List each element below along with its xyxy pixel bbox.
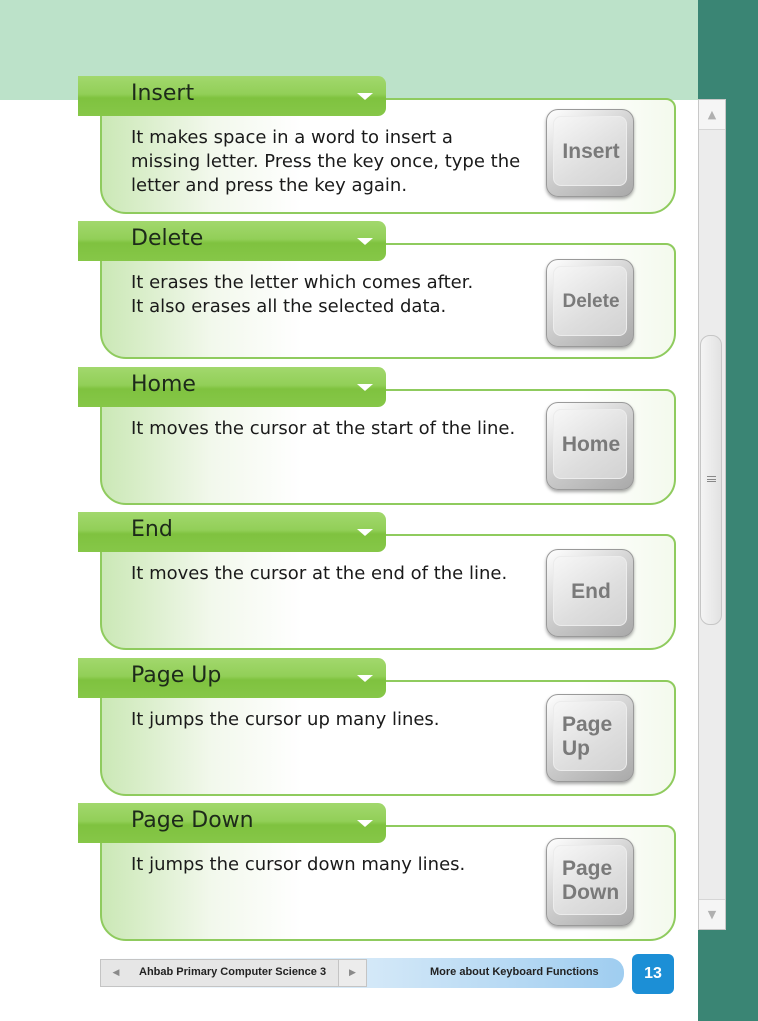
section-title: Page Down <box>131 808 254 833</box>
chevron-down-icon[interactable] <box>357 93 373 100</box>
section-header[interactable] <box>78 221 386 261</box>
keycap-face <box>553 556 627 626</box>
keycap-label: Delete <box>562 291 620 312</box>
chevron-down-icon[interactable] <box>357 384 373 391</box>
scroll-thumb[interactable] <box>700 335 722 625</box>
keycap-label: Page Up <box>562 713 613 760</box>
scroll-down-button[interactable] <box>699 899 725 929</box>
vertical-scrollbar[interactable] <box>698 99 726 930</box>
page-footer <box>100 954 674 994</box>
section-title: Page Up <box>131 663 222 688</box>
chevron-down-icon[interactable] <box>357 238 373 245</box>
keycap-label: Insert <box>562 140 620 163</box>
delete-key-image <box>546 259 634 347</box>
section-home <box>78 367 678 507</box>
section-title: End <box>131 517 173 542</box>
keycap-face <box>553 116 627 186</box>
section-description: It jumps the cursor up many lines. <box>131 709 440 730</box>
chapter-title: More about Keyboard Functions <box>430 966 599 978</box>
keycap-face <box>553 845 627 915</box>
section-description: It jumps the cursor down many lines. <box>131 854 466 875</box>
keycap-label: End <box>571 580 611 603</box>
section-delete <box>78 221 678 361</box>
section-header[interactable] <box>78 658 386 698</box>
page-number: 13 <box>632 954 674 994</box>
previous-page-button[interactable] <box>101 960 131 986</box>
triangle-left-icon: ◀ <box>112 968 120 978</box>
keycap-face <box>553 266 627 336</box>
page-down-key-image <box>546 838 634 926</box>
section-title: Delete <box>131 226 204 251</box>
section-page-down <box>78 803 678 943</box>
section-header[interactable] <box>78 76 386 116</box>
section-description: It makes space in a word to insert a missing letter. Press the key once, type the letter and press the key again. <box>131 127 521 196</box>
book-title: Ahbab Primary Computer Science 3 <box>139 966 327 978</box>
section-insert <box>78 76 678 216</box>
chevron-down-icon[interactable] <box>357 820 373 827</box>
section-description: It moves the cursor at the start of the line. <box>131 418 516 439</box>
keycap-label: Page Down <box>562 857 620 904</box>
keycap-label: Home <box>561 433 621 456</box>
insert-key-image <box>546 109 634 197</box>
section-description: It erases the letter which comes after. It also erases all the selected data. <box>131 272 474 317</box>
home-key-image <box>546 402 634 490</box>
section-end <box>78 512 678 652</box>
triangle-up-icon: ▲ <box>707 108 717 121</box>
chevron-down-icon[interactable] <box>357 675 373 682</box>
chevron-down-icon[interactable] <box>357 529 373 536</box>
section-header[interactable] <box>78 803 386 843</box>
triangle-right-icon: ▶ <box>349 968 356 978</box>
section-header[interactable] <box>78 512 386 552</box>
keycap-face <box>553 409 627 479</box>
footer-book-box <box>100 959 366 987</box>
end-key-image <box>546 549 634 637</box>
triangle-down-icon: ▼ <box>707 908 717 921</box>
next-page-button[interactable] <box>338 959 367 987</box>
section-header[interactable] <box>78 367 386 407</box>
section-title: Insert <box>131 81 195 106</box>
section-description: It moves the cursor at the end of the line. <box>131 563 508 584</box>
page-up-key-image <box>546 694 634 782</box>
section-page-up <box>78 658 678 798</box>
section-title: Home <box>131 372 196 397</box>
scroll-up-button[interactable] <box>699 100 725 130</box>
keycap-face <box>553 701 627 771</box>
grip-lines-icon <box>707 476 716 482</box>
